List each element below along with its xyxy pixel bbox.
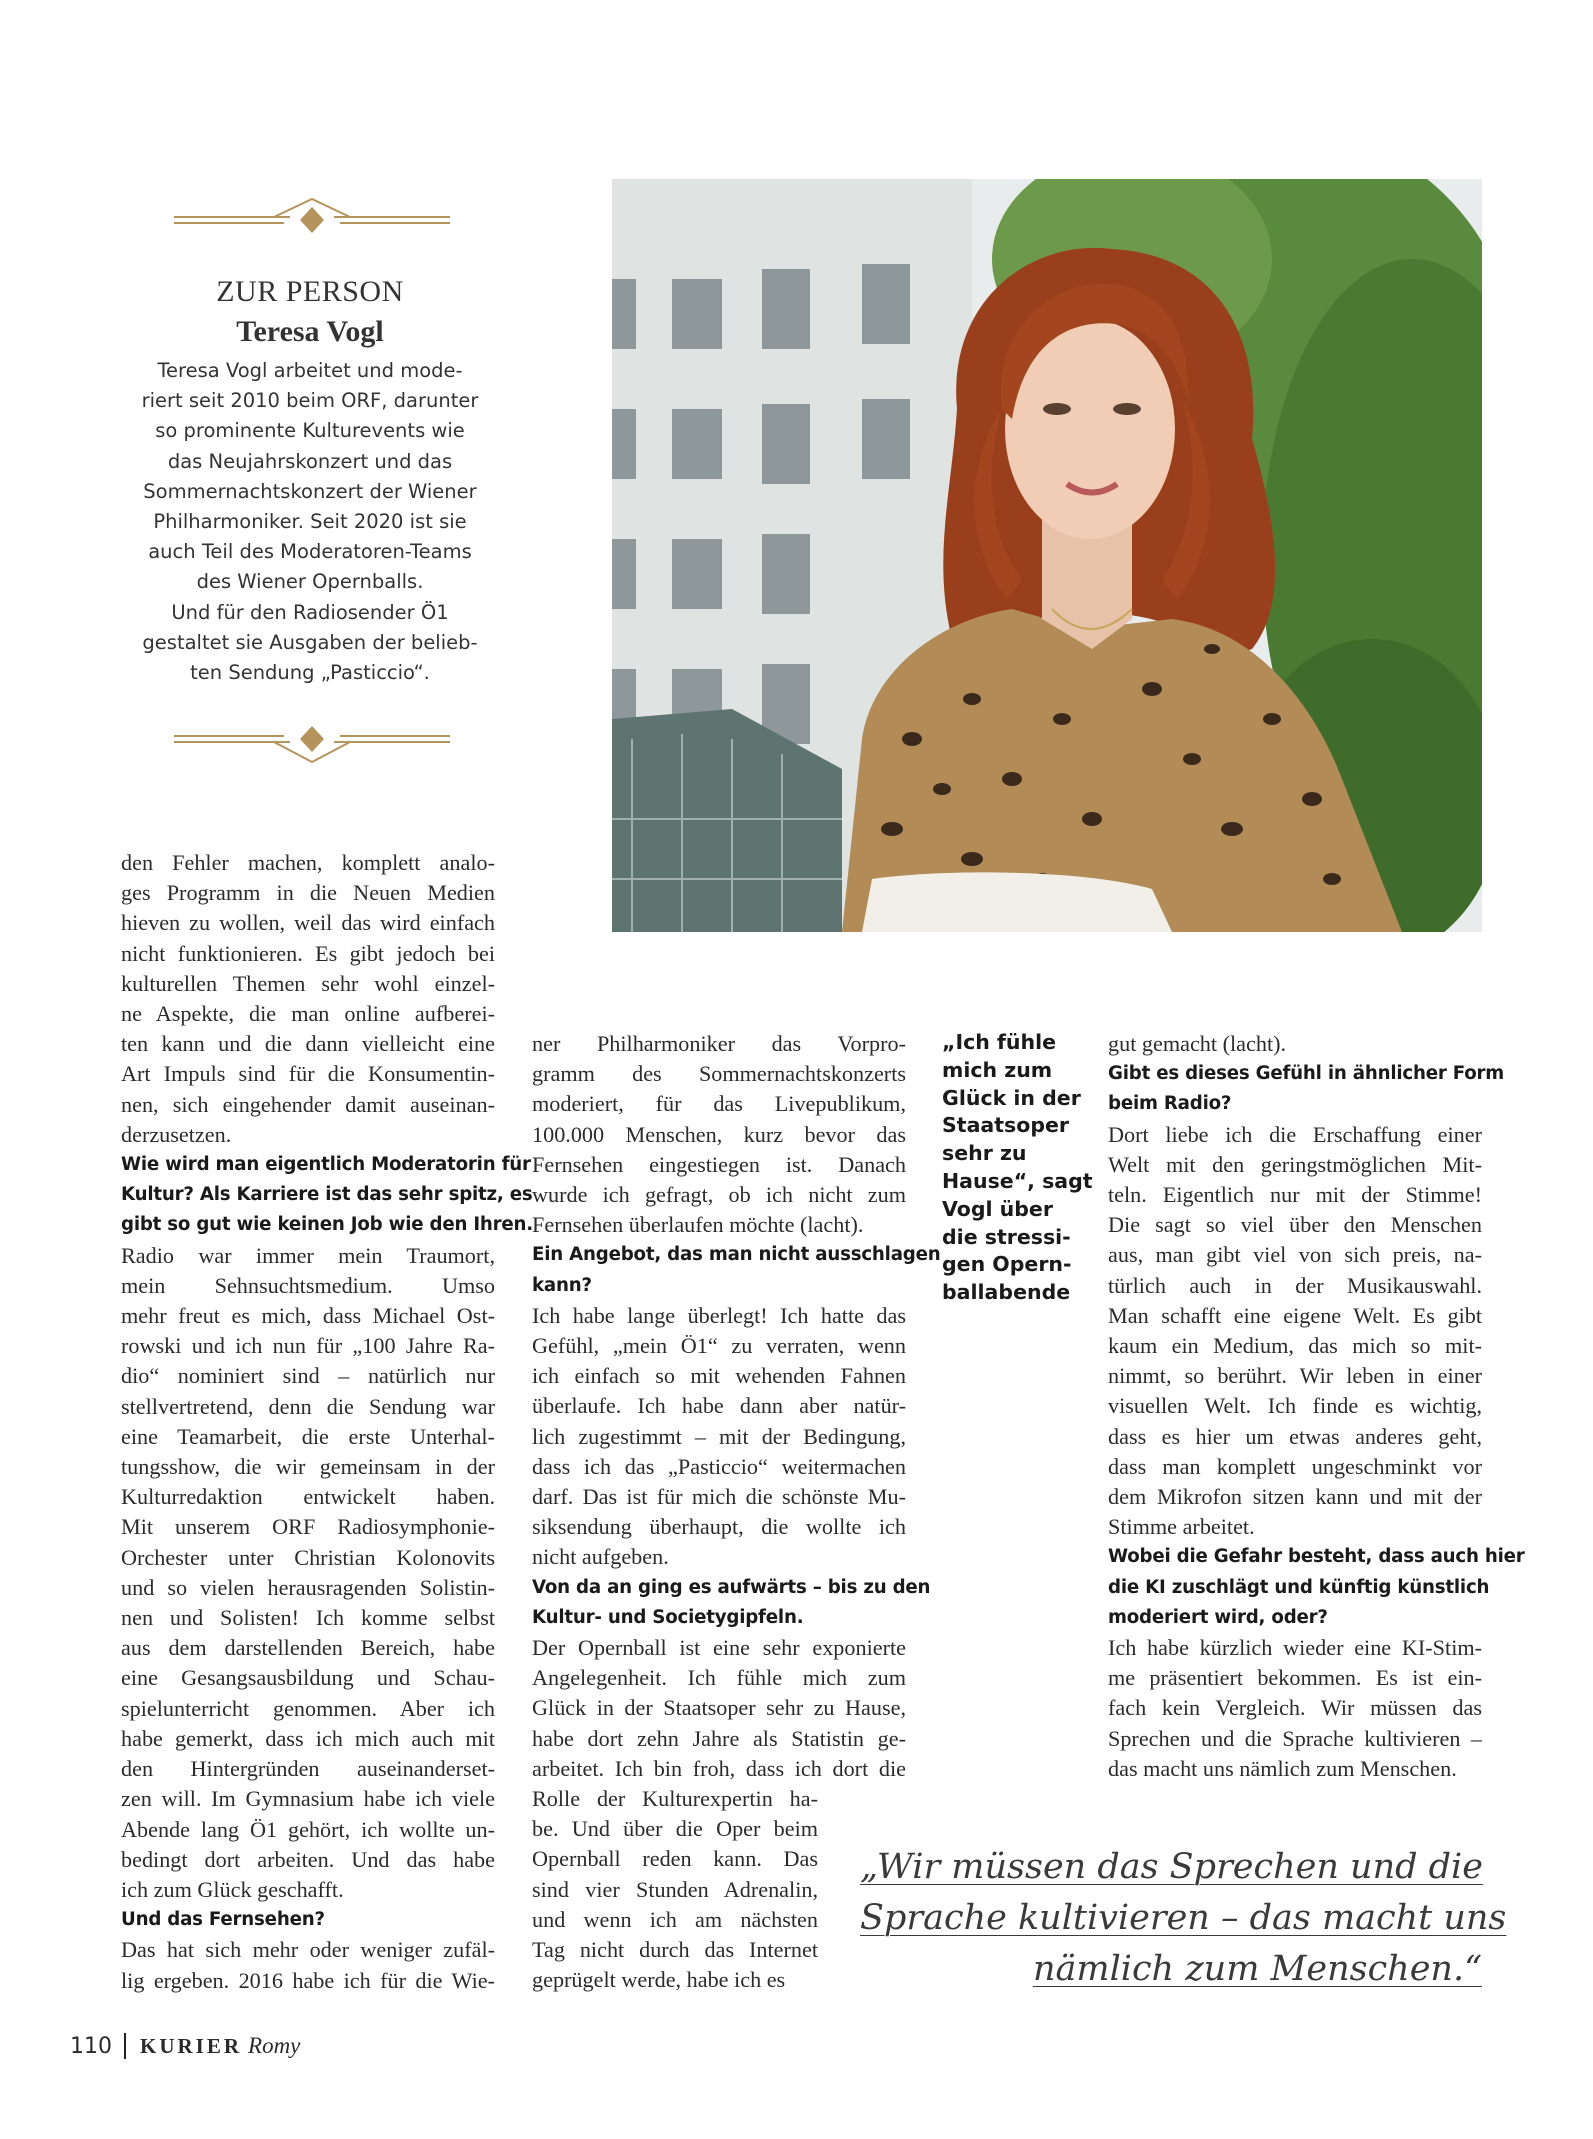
article-text-line: Das hat sich mehr oder weniger zufäl- — [121, 1937, 495, 1963]
article-text-line: visuellen Welt. Ich finde es wichtig, — [1108, 1393, 1482, 1419]
publication-brand-italic: Romy — [248, 2033, 301, 2058]
article-text-line: überlaufe. Ich habe dann aber natür- — [532, 1393, 906, 1419]
large-pullquote-text: „Wir müssen das Sprechen und die — [860, 1847, 1483, 1887]
side-pullquote-line: Glück in der — [942, 1085, 1081, 1110]
article-text-line: wurde ich gefragt, ob ich nicht zum — [532, 1182, 906, 1208]
article-text-line: derzusetzen. — [121, 1121, 232, 1147]
side-pullquote-line: Vogl über — [942, 1196, 1053, 1221]
article-text-line: eine Teamarbeit, die erste Unterhal- — [121, 1423, 495, 1449]
sidebar-bio-line: riert seit 2010 beim ORF, darunter — [141, 389, 479, 413]
article-text-line: dem Mikrofon sitzen kann und mit der — [1108, 1484, 1482, 1510]
article-text-line: rowski und ich nun für „100 Jahre Ra- — [121, 1333, 495, 1359]
sidebar-bio-line: Und für den Radiosender Ö1 — [171, 600, 449, 624]
interview-question-line: Kultur? Als Karriere ist das sehr spitz, es — [121, 1184, 533, 1206]
sidebar-bio-line: des Wiener Opernballs. — [196, 570, 424, 594]
article-text-line: siksendung überhaupt, die wollte ich — [532, 1514, 906, 1540]
interview-question-line: Ein Angebot, das man nicht ausschlagen — [532, 1244, 941, 1266]
sidebar-bio — [130, 356, 490, 688]
article-text-line: Fernsehen überlaufen möchte (lacht). — [532, 1212, 864, 1238]
article-text-line: Dort liebe ich die Erschaffung einer — [1108, 1121, 1482, 1147]
article-text-line: nicht funktionieren. Es gibt jedoch bei — [121, 940, 495, 966]
article-text-line: Ich habe lange überlegt! Ich hatte das — [532, 1302, 906, 1328]
interview-question-line: kann? — [532, 1274, 592, 1296]
interview-question-line: moderiert wird, oder? — [1108, 1606, 1328, 1628]
side-pullquote-line: Hause“, sagt — [942, 1168, 1093, 1193]
article-text-line: moderiert, für das Livepublikum, — [532, 1091, 906, 1117]
article-text-line: dass ich das „Pasticcio“ weitermachen — [532, 1453, 906, 1479]
article-text-line: Gefühl, „mein Ö1“ zu verraten, wenn — [532, 1333, 906, 1359]
article-text-line: habe gemerkt, dass ich mich auch mit — [121, 1725, 495, 1751]
article-text-line: Stimme arbeitet. — [1108, 1514, 1255, 1540]
article-column-3 — [1108, 1029, 1525, 1784]
article-text-line: Mit unserem ORF Radiosymphonie- — [121, 1514, 495, 1540]
publication-brand: KURIER — [140, 2033, 243, 2058]
large-pullquote-text: Sprache kultivieren – das macht uns — [860, 1898, 1507, 1938]
article-text-line: dio“ nominiert sind – natürlich nur — [121, 1363, 495, 1389]
article-text-line: ich zum Glück geschafft. — [121, 1876, 344, 1902]
side-pullquote-line: mich zum — [942, 1057, 1053, 1082]
sidebar-bio-line: gestaltet sie Ausgaben der belieb- — [142, 630, 478, 654]
article-text-line: darf. Das ist für mich die schönste Mu- — [532, 1484, 906, 1510]
article-text-line: sind vier Stunden Adrenalin, — [532, 1876, 818, 1902]
article-text-line: Sprechen und die Sprache kultivieren – — [1108, 1725, 1482, 1751]
article-text-line: türlich auch in der Musikauswahl. — [1108, 1272, 1482, 1298]
sidebar-bio-line: Philharmoniker. Seit 2020 ist sie — [153, 510, 467, 534]
article-text-line: fach kein Vergleich. Wir müssen das — [1108, 1695, 1482, 1721]
article-text-line: Radio war immer mein Traumort, — [121, 1242, 495, 1268]
side-pullquote-line: ballabende — [942, 1280, 1071, 1305]
footer-divider — [124, 2033, 126, 2059]
article-text-line: bedingt dort arbeiten. Und das habe — [121, 1846, 495, 1872]
article-text-line: tungsshow, die wir gemeinsam in der — [121, 1454, 495, 1480]
interview-question-line: Wobei die Gefahr besteht, dass auch hier — [1108, 1546, 1525, 1568]
large-pullquote-line — [860, 1893, 1507, 1944]
article-text-line: zen will. Im Gymnasium habe ich viele — [121, 1786, 495, 1812]
article-column-2-continued — [532, 1784, 818, 1995]
article-text-line: mein Sehnsuchtsmedium. Umso — [121, 1272, 495, 1298]
side-pullquote-line: „Ich fühle — [942, 1030, 1057, 1054]
article-text-line: Tag nicht durch das Internet — [532, 1937, 818, 1963]
article-text-line: nen und Solisten! Ich komme selbst — [121, 1605, 495, 1631]
article-text-line: stellvertretend, denn die Sendung war — [121, 1393, 495, 1419]
article-text-line: Glück in der Staatsoper sehr zu Hause, — [532, 1695, 906, 1721]
article-text-line: aus, man gibt viel von sich preis, na- — [1108, 1242, 1482, 1268]
article-text-line: nen, sich eingehender damit auseinan- — [121, 1091, 495, 1117]
article-text-line: Art Impuls sind für die Konsumentin- — [121, 1061, 495, 1087]
article-text-line: Kulturredaktion entwickelt haben. — [121, 1484, 495, 1510]
portrait-photo — [612, 179, 1482, 932]
article-text-line: lich zugestimmt – mit der Bedingung, — [532, 1423, 906, 1449]
sidebar-bio-line: so prominente Kulturevents wie — [155, 419, 465, 443]
article-text-line: spielunterricht genommen. Aber ich — [121, 1695, 495, 1721]
article-text-line: ten kann und die dann vielleicht eine — [121, 1031, 495, 1057]
article-text-line: kulturellen Themen sehr wohl einzel- — [121, 970, 495, 996]
article-text-line: Die sagt so viel über den Menschen — [1108, 1212, 1482, 1238]
article-text-line: be. Und über die Oper beim — [532, 1816, 818, 1842]
article-text-line: Rolle der Kulturexpertin ha- — [532, 1786, 818, 1811]
article-text-line: teln. Eigentlich nur mit der Stimme! — [1108, 1182, 1482, 1208]
article-text-line: Welt mit den geringstmöglichen Mit- — [1108, 1151, 1482, 1177]
interview-question-line: beim Radio? — [1108, 1093, 1232, 1115]
side-pullquote-line: sehr zu — [942, 1141, 1027, 1166]
article-text-line: eine Gesangsausbildung und Schau- — [121, 1665, 495, 1691]
ornament-top — [172, 195, 452, 245]
article-text-line: arbeitet. Ich bin froh, dass ich dort die — [532, 1755, 906, 1781]
article-text-line: geprügelt werde, habe ich es — [532, 1967, 786, 1993]
article-text-line: hieven zu wollen, weil das wird einfach — [121, 910, 495, 936]
article-text-line: Abende lang Ö1 gehört, ich wollte un- — [121, 1816, 495, 1842]
article-text-line: kaum ein Medium, das mich so mit- — [1108, 1333, 1482, 1359]
article-text-line: mehr freut es mich, dass Michael Ost- — [121, 1303, 495, 1329]
sidebar-bio-line: Teresa Vogl arbeitet und mode- — [157, 359, 463, 382]
article-text-line: 100.000 Menschen, kurz bevor das — [532, 1121, 906, 1147]
page-number: 110 — [70, 2033, 112, 2059]
interview-question-line: die KI zuschlägt und künftig künstlich — [1108, 1576, 1490, 1598]
page-footer — [70, 2033, 300, 2059]
article-text-line: dass es hier um etwas anderes geht, — [1108, 1423, 1482, 1449]
article-text-line: den Fehler machen, komplett analo- — [121, 850, 495, 875]
sidebar-heading: ZUR PERSON — [216, 275, 404, 308]
side-pullquote-line: Staatsoper — [942, 1113, 1070, 1138]
article-text-line: aus dem darstellenden Bereich, habe — [121, 1635, 495, 1661]
article-text-line: dass man komplett ungeschminkt vor — [1108, 1453, 1482, 1479]
article-text-line: das macht uns nämlich zum Menschen. — [1108, 1755, 1457, 1781]
article-text-line: Fernsehen eingestiegen ist. Danach — [532, 1151, 906, 1177]
interview-question-line: gibt so gut wie keinen Job wie den Ihren. — [121, 1214, 534, 1236]
interview-question-line: Wie wird man eigentlich Moderatorin für — [121, 1154, 531, 1176]
article-text-line: ich einfach so mit wehenden Fahnen — [532, 1363, 906, 1389]
article-text-line: gut gemacht (lacht). — [1108, 1031, 1287, 1056]
side-pullquote-line: gen Opern- — [942, 1252, 1072, 1277]
side-pullquote-line: die stressi- — [942, 1224, 1071, 1249]
interview-question-line: Kultur- und Societygipfeln. — [532, 1606, 804, 1628]
large-pullquote-line — [860, 1842, 1482, 1893]
sidebar-bio-line: Sommernachtskonzert der Wiener — [143, 479, 477, 503]
ornament-bottom — [172, 718, 452, 768]
article-column-2 — [532, 1029, 941, 1784]
article-text-line: Ich habe kürzlich wieder eine KI-Stim- — [1108, 1635, 1482, 1661]
article-text-line: ges Programm in die Neuen Medien — [121, 880, 495, 906]
article-column-1 — [121, 848, 534, 1996]
large-pullquote-line — [860, 1944, 1482, 1995]
interview-question-line: Gibt es dieses Gefühl in ähnlicher Form — [1108, 1063, 1505, 1085]
article-text-line: Man schafft eine eigene Welt. Es gibt — [1108, 1302, 1482, 1328]
article-text-line: Opernball reden kann. Das — [532, 1846, 818, 1872]
article-text-line: gramm des Sommernachtskonzerts — [532, 1061, 906, 1087]
article-text-line: den Hintergründen auseinanderset- — [121, 1756, 495, 1782]
article-text-line: und wenn ich am nächsten — [532, 1906, 818, 1932]
article-text-line: ne Aspekte, die man online aufberei- — [121, 1001, 495, 1027]
article-text-line: me präsentiert bekommen. Es ist ein- — [1108, 1665, 1482, 1691]
article-text-line: nimmt, so berührt. Wir leben in einer — [1108, 1363, 1482, 1389]
article-text-line: ner Philharmoniker das Vorpro- — [532, 1031, 906, 1056]
article-text-line: lig ergeben. 2016 habe ich für die Wie- — [121, 1967, 495, 1993]
sidebar-bio-line: das Neujahrskonzert und das — [167, 449, 453, 473]
sidebar-bio-line: ten Sendung „Pasticcio“. — [190, 661, 430, 685]
article-text-line: habe dort zehn Jahre als Statistin ge- — [532, 1725, 906, 1751]
interview-question-line: Und das Fernsehen? — [121, 1909, 325, 1931]
side-pullquote — [942, 1029, 1112, 1307]
large-pullquote — [860, 1842, 1507, 1995]
article-text-line: Der Opernball ist eine sehr exponierte — [532, 1635, 906, 1661]
interview-question-line: Von da an ging es aufwärts – bis zu den — [532, 1576, 931, 1598]
article-text-line: und so vielen herausragenden Solistin- — [121, 1574, 495, 1600]
sidebar-person-name: Teresa Vogl — [236, 315, 384, 348]
article-text-line: nicht aufgeben. — [532, 1544, 669, 1570]
article-text-line: Angelegenheit. Ich fühle mich zum — [532, 1665, 906, 1691]
article-text-line: Orchester unter Christian Kolonovits — [121, 1544, 495, 1570]
sidebar-bio-line: auch Teil des Moderatoren-Teams — [148, 540, 472, 564]
large-pullquote-text: nämlich zum Menschen.“ — [1032, 1949, 1482, 1989]
